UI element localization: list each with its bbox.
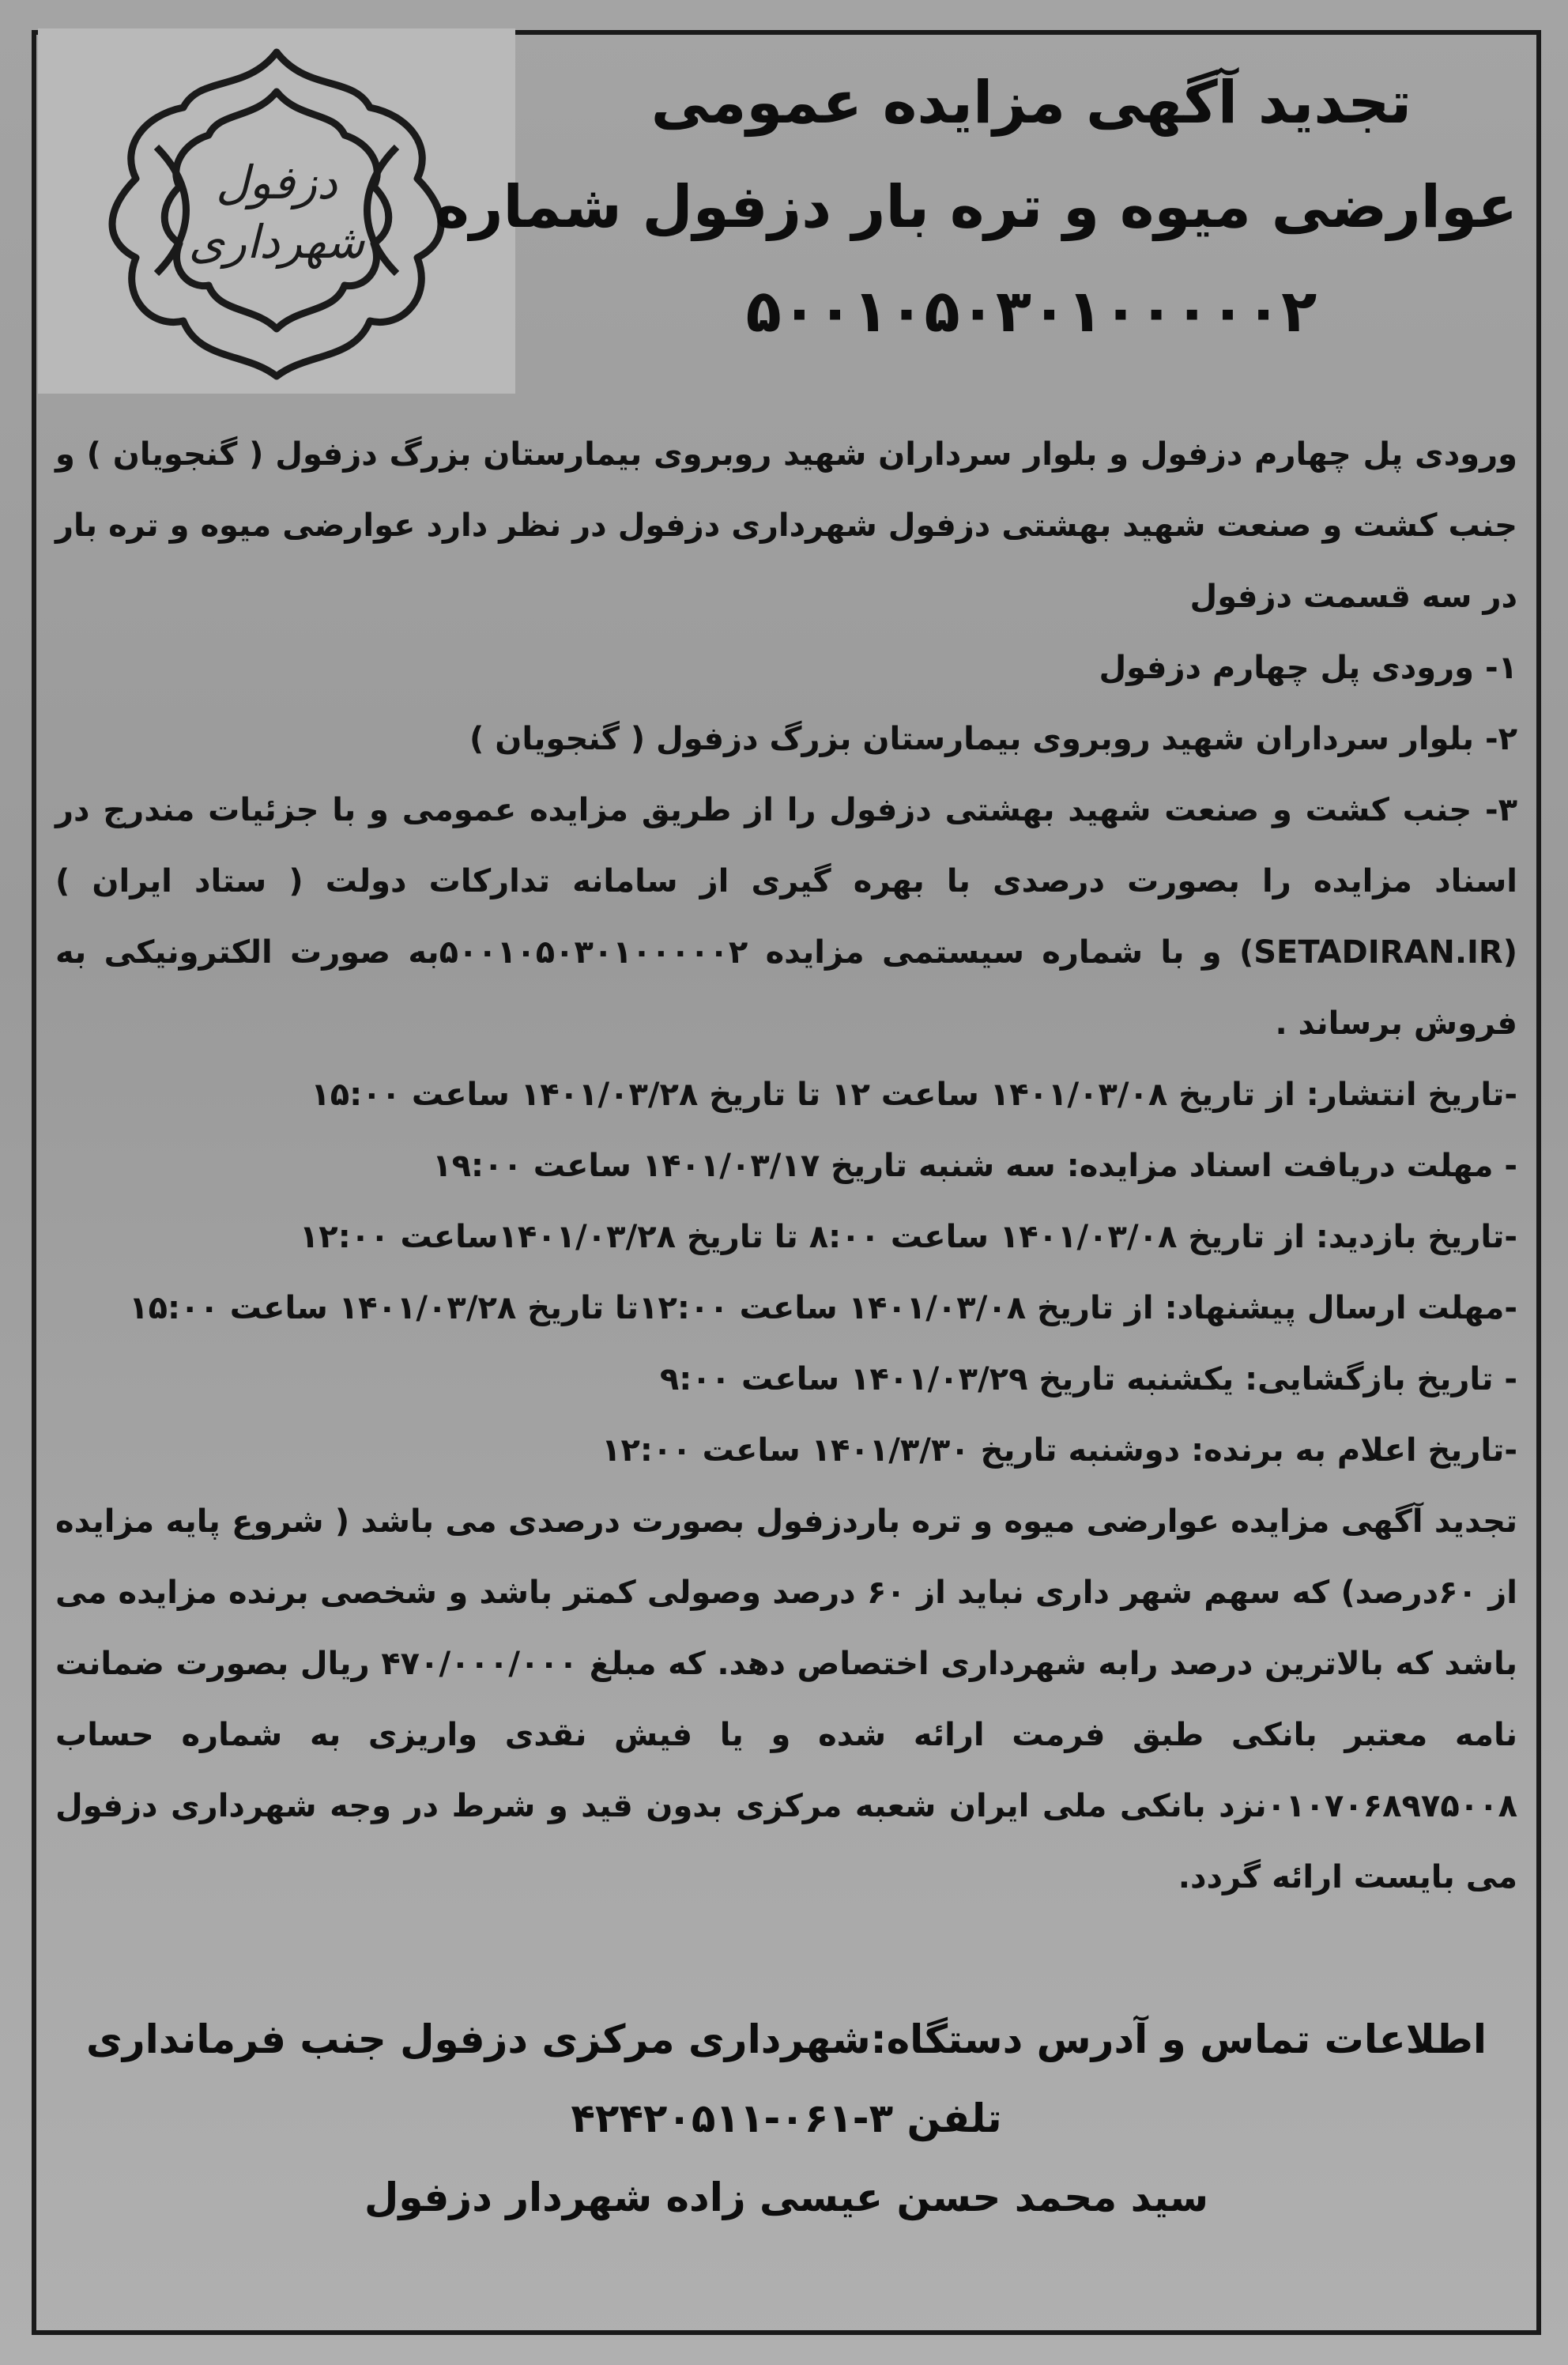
title-line-1: تجدید آگهی مزایده عمومی (650, 69, 1412, 137)
date-documents: - مهلت دریافت اسناد مزایده: سه شنبه تاریخ ۱۴۰۱/۰۳/۱۷ ساعت ۱۹:۰۰ (432, 1148, 1517, 1184)
list-item-3: ۳- جنب کشت و صنعت شهید بهشتی دزفول را از طریق مزایده عمومی و با جزئیات مندرج در اسناد مزایده را بصورت درصدی با بهره گیری از سامانه تدارکات دولت ( ستاد ایران ) (SETADIRAN.IR) و با شماره سیستمی مزایده ۵۰۰۱۰۵۰۳۰۱۰۰۰۰۰۲به صورت الکترونیکی به فروش برساند . (55, 792, 1517, 1042)
title-line-2: عوارضی میوه و تره بار دزفول شماره (435, 173, 1517, 241)
list-item-1: ۱- ورودی پل چهارم دزفول (1099, 650, 1517, 686)
date-submit: -مهلت ارسال پیشنهاد: از تاریخ ۱۴۰۱/۰۳/۰۸ ساعت ۱۲:۰۰تا تاریخ ۱۴۰۱/۰۳/۲۸ ساعت ۱۵:۰۰ (129, 1290, 1517, 1326)
date-publish: -تاریخ انتشار: از تاریخ ۱۴۰۱/۰۳/۰۸ ساعت ۱۲ تا تاریخ ۱۴۰۱/۰۳/۲۸ ساعت ۱۵:۰۰ (311, 1077, 1517, 1113)
signature-line: سید محمد حسن عیسی زاده شهردار دزفول (364, 2175, 1209, 2220)
notice-body (55, 419, 1517, 1913)
contact-address: اطلاعات تماس و آدرس دستگاه:شهرداری مرکزی دزفول جنب فرمانداری (86, 2016, 1487, 2062)
date-winner: -تاریخ اعلام به برنده: دوشنبه تاریخ ۱۴۰۱/۳/۳۰ ساعت ۱۲:۰۰ (601, 1432, 1517, 1469)
date-opening: - تاریخ بازگشایی: یکشنبه تاریخ ۱۴۰۱/۰۳/۲۹ ساعت ۹:۰۰ (659, 1361, 1517, 1398)
list-item-2: ۲- بلوار سرداران شهید روبروی بیمارستان بزرگ دزفول ( گنجویان ) (469, 721, 1517, 757)
conditions-paragraph: تجدید آگهی مزایده عوارضی میوه و تره باردزفول بصورت درصدی می باشد ( شروع پایه مزایده از ۶۰درصد) که سهم شهر داری نباید از ۶۰ درصد وصولی کمتر باشد و شخصی برنده مزایده می باشد که بالاترین درصد رابه شهرداری اختصاص دهد. که مبلغ ۴۷۰/۰۰۰/۰۰۰ ریال بصورت ضمانت نامه معتبر بانکی طبق فرمت ارائه شده و یا فیش نقدی واریزی به شماره حساب ۰۱۰۷۰۶۸۹۷۵۰۰۸نزد بانکی ملی ایران شعبه مرکزی بدون قید و شرط در وجه شهرداری دزفول می بایست ارائه گردد. (55, 1503, 1518, 1895)
date-visit: -تاریخ بازدید: از تاریخ ۱۴۰۱/۰۳/۰۸ ساعت ۸:۰۰ تا تاریخ ۱۴۰۱/۰۳/۲۸ساعت ۱۲:۰۰ (299, 1219, 1517, 1255)
contact-phone: تلفن ۳-۰۶۱-۴۲۴۲۰۵۱۱ (571, 2095, 1002, 2141)
notice-title (435, 51, 1517, 364)
logo-text-2: شهرداری (188, 215, 365, 269)
contact-block (55, 2000, 1517, 2237)
logo-text-1: دزفول (216, 156, 337, 209)
title-line-3: ۵۰۰۱۰۵۰۳۰۱۰۰۰۰۰۲ (745, 277, 1317, 345)
intro-paragraph: ورودی پل چهارم دزفول و بلوار سرداران شهید روبروی بیمارستان بزرگ دزفول ( گنجویان ) و جنب کشت و صنعت شهید بهشتی دزفول شهرداری دزفول در نظر دارد عوارضی میوه و تره بار در سه قسمت دزفول (55, 436, 1517, 615)
